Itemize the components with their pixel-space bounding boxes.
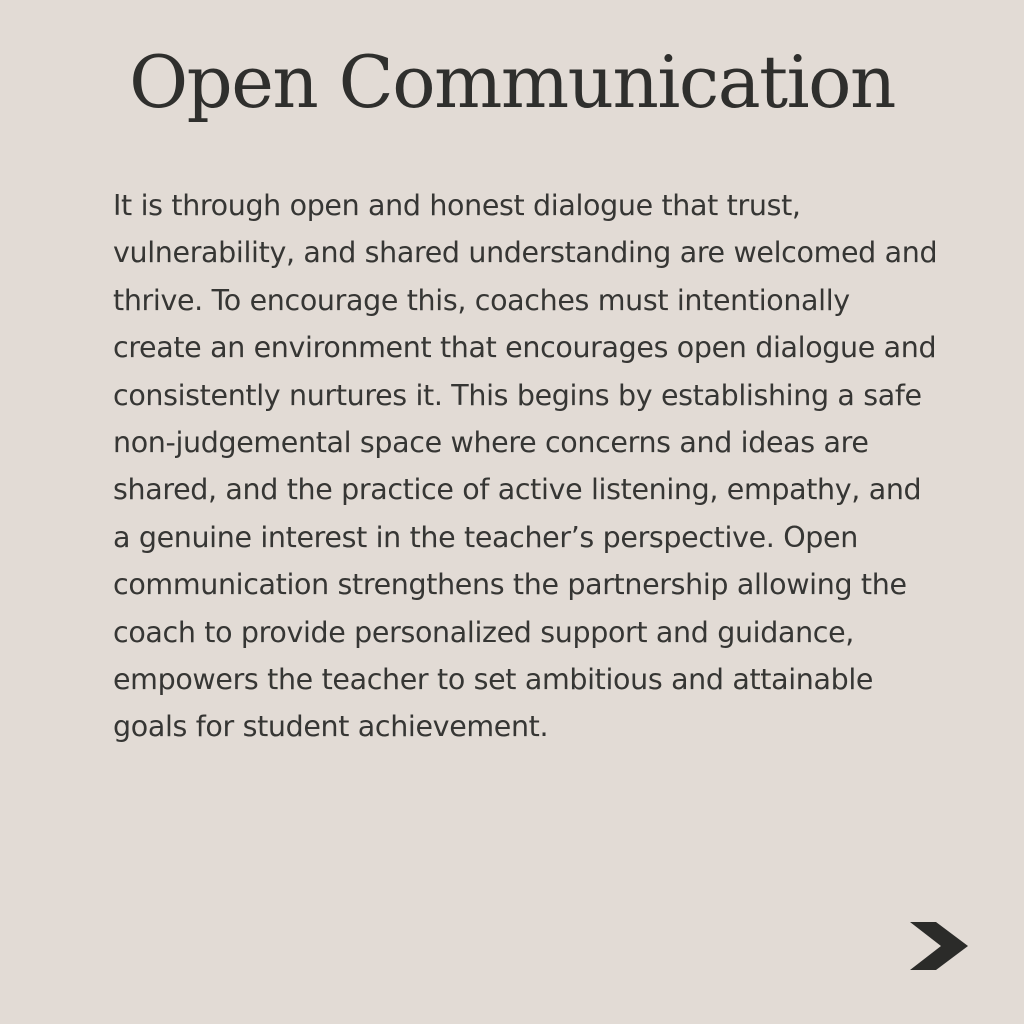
next-slide-button[interactable] [908,920,970,972]
slide-title: Open Communication [129,40,895,124]
chevron-right-icon [908,920,970,972]
slide-body-text: It is through open and honest dialogue that trust, vulnerability, and shared understanding are welcomed and thrive. To encourage this, coaches must intentionally create an environment that encourages open dialogue and consistently nurtures it. This begins by establishing a safe non-judgemental space where concerns and ideas are shared, and the practice of active listening, empathy, and a genuine interest in the teacher’s perspective. Open communication strengthens the partnership allowing the coach to provide personalized support and guidance, empowers the teacher to set ambitious and attainable goals for student achievement. [113,189,938,744]
